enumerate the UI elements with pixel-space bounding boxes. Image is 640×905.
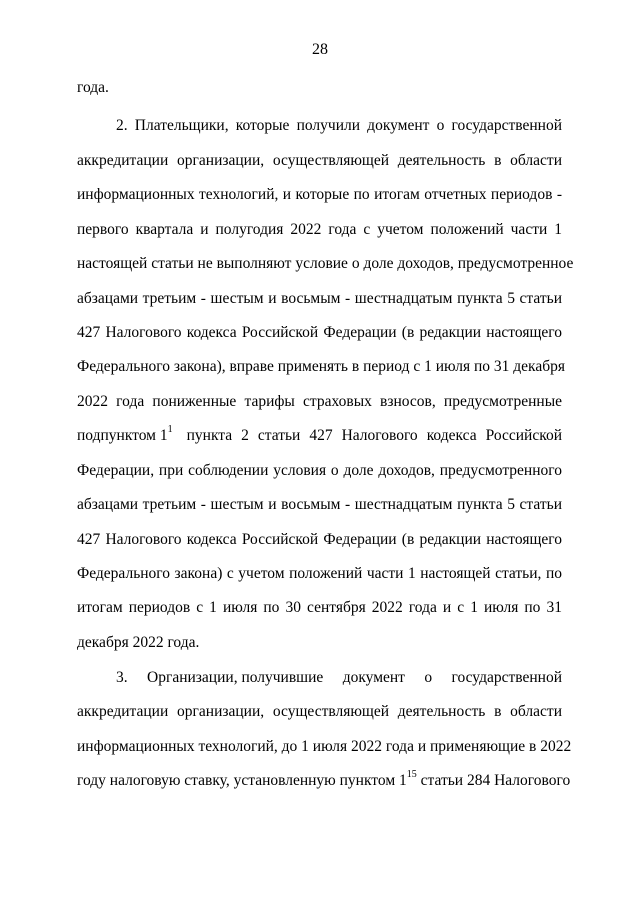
text-line: 3. Организации, получившие документ о государственной — [116, 669, 562, 686]
text-line: информационных технологий, до 1 июля 2022 года и применяющие в 2022 — [77, 738, 572, 755]
text-line: 427 Налогового кодекса Российской Федерации (в редакции настоящего — [77, 324, 562, 341]
text-line: года. — [77, 79, 109, 96]
text-line: 2022 года пониженные тарифы страховых взносов, предусмотренные — [77, 393, 562, 410]
text-line: 427 Налогового кодекса Российской Федерации (в редакции настоящего — [77, 531, 562, 548]
text-line: 2. Плательщики, которые получили документ о государственной — [116, 117, 562, 134]
text-line: аккредитации организации, осуществляющей деятельность в области — [77, 152, 562, 169]
page-number: 28 — [312, 41, 328, 58]
text-line: аккредитации организации, осуществляющей деятельность в области — [77, 703, 562, 720]
text-line: подпунктом $1^1$ пункта 2 статьи 427 Налогового кодекса Российской — [77, 423, 562, 444]
text-line: Федерального закона), вправе применять в период с 1 июля по 31 декабря — [77, 358, 565, 375]
text-line: году налоговую ставку, установленную пунктом $1^{15}$ статьи 284 Налогового — [77, 768, 571, 789]
text-line: первого квартала и полугодия 2022 года с учетом положений части 1 — [77, 221, 562, 238]
text-line: настоящей статьи не выполняют условие о доле доходов, предусмотренное — [77, 255, 574, 272]
text-line: Федерального закона) с учетом положений части 1 настоящей статьи, по — [77, 565, 562, 582]
text-line: абзацами третьим - шестым и восьмым - шестнадцатым пункта 5 статьи — [77, 290, 562, 307]
footnote-ref-text: подпунктом $1^1$ — [77, 423, 173, 444]
text-line: итогам периодов с 1 июля по 30 сентября 2022 года и с 1 июля по 31 — [77, 599, 562, 616]
superscript: 1 — [167, 423, 173, 435]
text-line: информационных технологий, и которые по итогам отчетных периодов - — [77, 186, 562, 203]
superscript: 15 — [406, 768, 417, 780]
text-line: Федерации, при соблюдении условия о доле доходов, предусмотренного — [77, 462, 562, 479]
text-line: абзацами третьим - шестым и восьмым - шестнадцатым пункта 5 статьи — [77, 496, 562, 513]
text-line: декабря 2022 года. — [77, 634, 200, 651]
